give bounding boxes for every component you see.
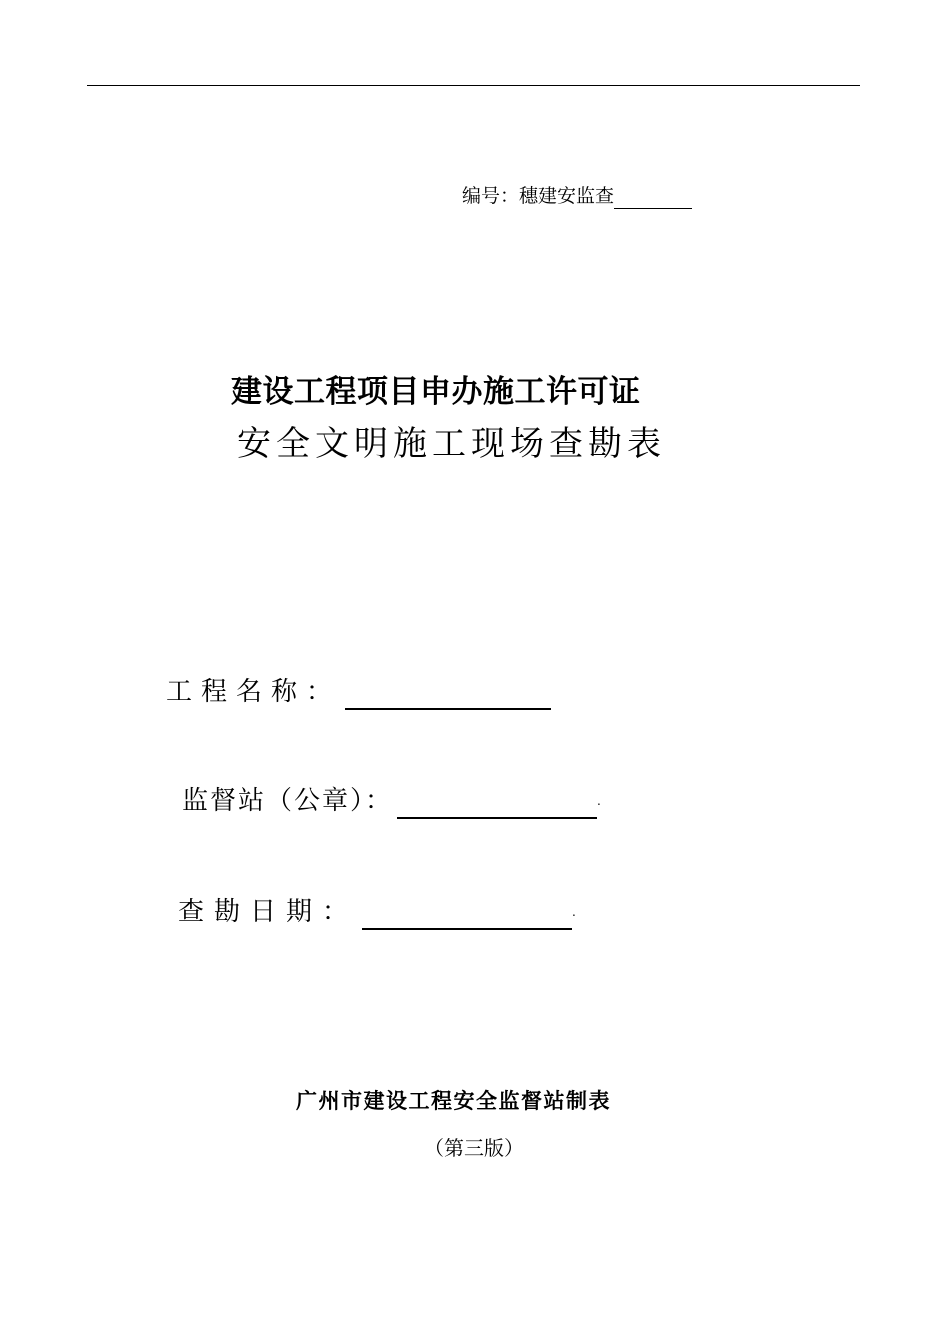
document-title-line1: 建设工程项目申办施工许可证	[231, 374, 641, 410]
project-name-field	[166, 674, 551, 710]
serial-number	[462, 183, 692, 209]
supervision-station-blank[interactable]	[397, 791, 597, 819]
survey-date-blank[interactable]	[362, 902, 572, 930]
edition-line: （第三版）	[424, 1136, 524, 1160]
supervision-station-label: 监督站（公章）：	[182, 786, 394, 816]
trailing-dot: .	[597, 794, 601, 808]
serial-number-blank[interactable]	[614, 188, 692, 209]
project-name-label: 工程名称：	[166, 677, 342, 707]
document-title-line2: 安全文明施工现场查勘表	[237, 424, 666, 464]
supervision-station-field	[182, 783, 601, 819]
serial-number-label: 编号：穗建安监查	[462, 185, 615, 207]
issuer-line: 广州市建设工程安全监督站制表	[296, 1089, 611, 1113]
trailing-dot: .	[572, 905, 576, 919]
survey-date-field	[178, 894, 576, 930]
project-name-blank[interactable]	[345, 682, 551, 710]
survey-date-label: 查勘日期：	[178, 897, 359, 927]
header-rule	[87, 85, 860, 86]
